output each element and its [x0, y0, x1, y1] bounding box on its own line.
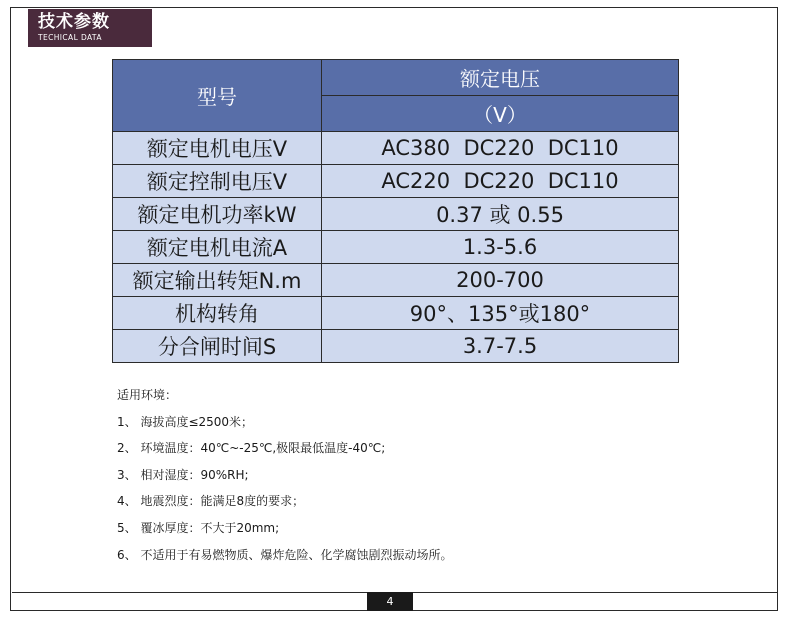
section-title: 技术参数 [38, 12, 110, 32]
row-label: 额定电机电压V [113, 132, 322, 165]
row-label: 额定电机功率kW [113, 198, 322, 231]
spec-table [112, 59, 679, 363]
list-item: 5、 覆冰厚度：不大于20mm; [117, 520, 280, 535]
table-row [113, 132, 679, 165]
row-value: AC380 DC220 DC110 [322, 132, 679, 165]
table-row [113, 297, 679, 330]
row-value: 3.7-7.5 [322, 330, 679, 363]
row-label: 额定控制电压V [113, 165, 322, 198]
table-row [113, 198, 679, 231]
page-number: 4 [367, 592, 413, 611]
list-item: 3、 相对湿度：90%RH; [117, 467, 249, 482]
table-row [113, 330, 679, 363]
section-subtitle: TECHICAL DATA [38, 33, 102, 42]
voltage-unit-cell: （V） [322, 96, 679, 132]
section-header-badge [28, 9, 152, 47]
environment-notes [117, 387, 452, 573]
model-header-cell: 型号 [113, 60, 322, 132]
row-value: 200-700 [322, 264, 679, 297]
voltage-header-cell: 额定电压 [322, 60, 679, 96]
row-label: 额定输出转矩N.m [113, 264, 322, 297]
list-item: 1、 海拔高度≤2500米； [117, 414, 254, 429]
list-item: 4、 地震烈度：能满足8度的要求； [117, 494, 305, 509]
table-row [113, 264, 679, 297]
list-item: 6、 不适用于有易燃物质、爆炸危险、化学腐蚀剧烈振动场所。 [117, 547, 453, 562]
row-value: 0.37 或 0.55 [322, 198, 679, 231]
row-value: AC220 DC220 DC110 [322, 165, 679, 198]
row-value: 90°、135°或180° [322, 297, 679, 330]
row-label: 机构转角 [113, 297, 322, 330]
row-value: 1.3-5.6 [322, 231, 679, 264]
table-row [113, 165, 679, 198]
list-item: 2、 环境温度：40℃~-25℃,极限最低温度-40℃; [117, 441, 386, 456]
notes-heading: 适用环境： [117, 388, 178, 402]
table-row [113, 231, 679, 264]
row-label: 分合闸时间S [113, 330, 322, 363]
row-label: 额定电机电流A [113, 231, 322, 264]
